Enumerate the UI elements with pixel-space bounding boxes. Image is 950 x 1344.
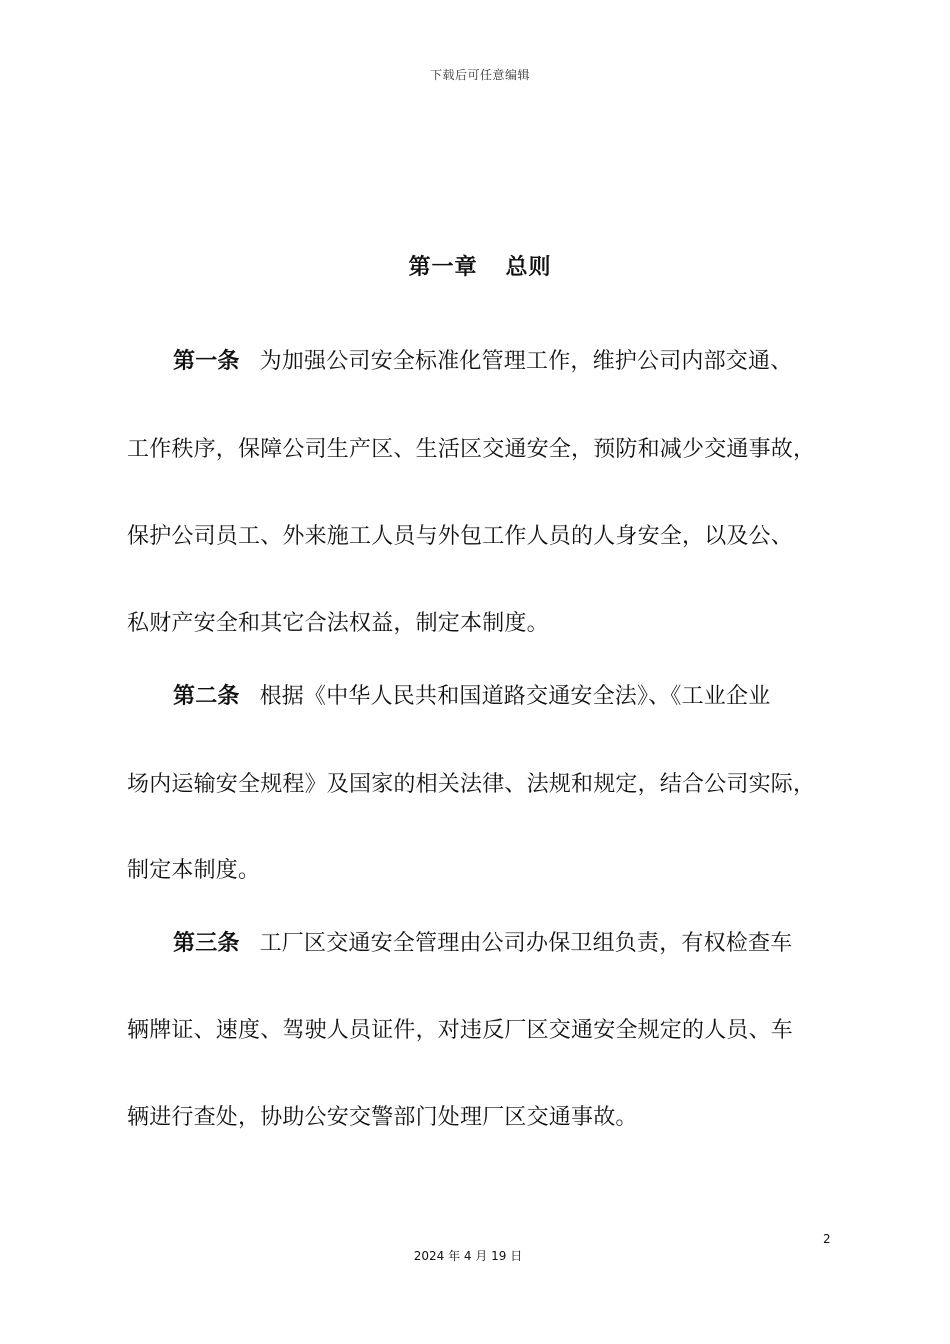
- article-2-label: 第二条: [173, 684, 240, 709]
- article-2-text-1: 根据《中华人民共和国道路交通安全法》、《工业企业: [259, 684, 771, 709]
- article-1-line-1: [173, 347, 893, 377]
- chapter-label: 第一章: [408, 255, 478, 280]
- article-1-line-3: 保护公司员工、外来施工人员与外包工作人员的人身安全，以及公、: [127, 524, 794, 549]
- article-2-line-3: 制定本制度。: [127, 858, 261, 883]
- article-1-line-4: 私财产安全和其它合法权益，制定本制度。: [127, 611, 549, 636]
- article-3-line-3: 辆进行查处，协助公安交警部门处理厂区交通事故。: [127, 1105, 638, 1130]
- article-1-text-1: 为加强公司安全标准化管理工作，维护公司内部交通、: [259, 349, 793, 374]
- article-3-text-1: 工厂区交通安全管理由公司办保卫组负责，有权检查车: [259, 931, 793, 956]
- header-note: 下载后可任意编辑: [429, 68, 530, 82]
- article-3-line-1: [173, 929, 893, 959]
- page-number: 2: [823, 1232, 831, 1246]
- article-1-line-2: 工作秩序，保障公司生产区、生活区交通安全，预防和减少交通事故，: [127, 437, 816, 462]
- chapter-title: [0, 250, 950, 281]
- article-3-line-2: 辆牌证、速度、驾驶人员证件，对违反厂区交通安全规定的人员、车: [127, 1018, 794, 1043]
- article-2-line-2: 场内运输安全规程》及国家的相关法律、法规和规定，结合公司实际，: [127, 772, 816, 797]
- article-2-line-1: [173, 682, 893, 712]
- article-3-label: 第三条: [173, 931, 240, 956]
- article-1-label: 第一条: [173, 349, 240, 374]
- footer-date: 2024 年 4 月 19 日: [413, 1249, 523, 1263]
- chapter-name: 总则: [505, 255, 552, 280]
